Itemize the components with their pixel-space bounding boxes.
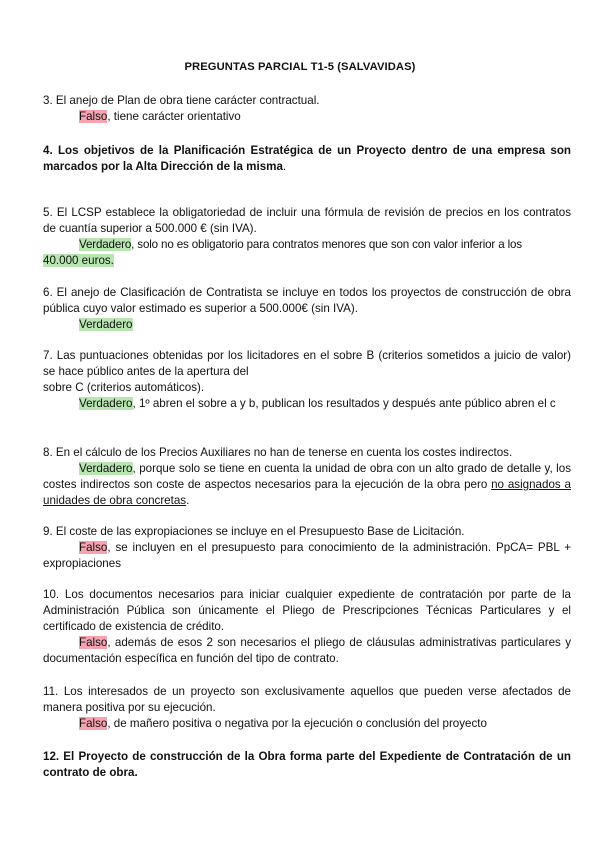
question-statement: 6. El anejo de Clasificación de Contratista se incluye en todos los proyectos de construcción de obra pública cuyo valor estimado es superior a 500.000€ (sin IVA). [43, 286, 571, 315]
answer [43, 396, 571, 412]
answer-explanation-tail: 40.000 euros. [43, 254, 114, 267]
question-statement: 3. El anejo de Plan de obra tiene carácter contractual. [43, 94, 320, 107]
answer-explanation: , solo no es obligatorio para contratos menores que son con valor inferior a los [131, 238, 522, 251]
answer-explanation-cont [43, 253, 571, 269]
question-statement: 10. Los documentos necesarios para iniciar cualquier expediente de contratación por parte de la Administración Pública son únicamente el Pliego de Prescripciones Técnicas Particulares y el certificado de existencia de crédito. [43, 588, 571, 633]
answer-explanation: , además de esos 2 son necesarios el pliego de cláusulas administrativas particulares y documentación específica en función del tipo de contrato. [43, 636, 571, 665]
question-statement: 7. Las puntuaciones obtenidas por los licitadores en el sobre B (criterios sometidos a juicio de valor) se hace público antes de la apertura del [43, 349, 571, 378]
answer [43, 109, 571, 125]
verdict-false-badge: Falso [79, 636, 108, 649]
answer [43, 461, 571, 509]
answer [43, 540, 571, 572]
question-statement: 5. El LCSP establece la obligatoriedad de incluir una fórmula de revisión de precios en los contratos de cuantía superior a 500.000 € (sin IVA). [43, 206, 571, 235]
answer-explanation: , se incluyen en el presupuesto para conocimiento de la administración. PpCA= PBL + expropiaciones [43, 541, 571, 570]
question-statement: 11. Los interesados de un proyecto son exclusivamente aquellos que pueden verse afectados de manera positiva por su ejecución. [43, 685, 571, 714]
question-11 [43, 684, 571, 732]
answer-underlined: no asignados a unidades de obra concretas [43, 478, 571, 507]
question-3 [43, 93, 571, 125]
verdict-true-badge: Verdadero [79, 238, 132, 251]
answer-explanation: , 1º abren el sobre a y b, publican los resultados y después ante público abren el c [132, 397, 556, 410]
question-statement: 12. El Proyecto de construcción de la Obra forma parte del Expediente de Contratación de un contrato de obra. [43, 750, 571, 779]
answer [43, 635, 571, 667]
answer [43, 317, 571, 333]
question-5 [43, 205, 571, 269]
verdict-true-badge: Verdadero [79, 462, 133, 475]
question-7 [43, 348, 571, 412]
answer-end: . [186, 494, 190, 507]
page-title: PREGUNTAS PARCIAL T1-5 (SALVAVIDAS) [184, 61, 416, 73]
question-statement: 8. En el cálculo de los Precios Auxiliares no han de tenerse en cuenta los costes indirectos. [43, 446, 513, 459]
question-statement-cont: sobre C (criterios automáticos). [43, 381, 205, 394]
verdict-true-badge: Verdadero [79, 397, 133, 410]
question-4 [43, 143, 571, 175]
question-end: . [282, 160, 287, 173]
question-9 [43, 524, 571, 572]
answer [43, 237, 571, 253]
verdict-false-badge: Falso [79, 110, 108, 123]
question-8 [43, 445, 571, 509]
question-10 [43, 587, 571, 667]
question-6 [43, 285, 571, 333]
verdict-false-badge: Falso [79, 717, 108, 730]
answer-explanation: , tiene carácter orientativo [107, 110, 241, 123]
answer [43, 716, 571, 732]
question-statement: 9. El coste de las expropiaciones se incluye en el Presupuesto Base de Licitación. [43, 525, 465, 538]
verdict-true-badge: Verdadero [79, 318, 133, 331]
verdict-false-badge: Falso [79, 541, 108, 554]
question-statement: 4. Los objetivos de la Planificación Estratégica de un Proyecto dentro de una empresa son marcados por la Alta Dirección de la misma [43, 144, 571, 173]
question-12 [43, 749, 571, 781]
answer-explanation: , de mañero positiva o negativa por la ejecución o conclusión del proyecto [107, 717, 487, 730]
answer-explanation: , porque solo se tiene en cuenta la unidad de obra con un alto grado de detalle y, los costes indirectos son coste de aspectos necesarios para la ejecución de la obra pero [43, 462, 571, 491]
